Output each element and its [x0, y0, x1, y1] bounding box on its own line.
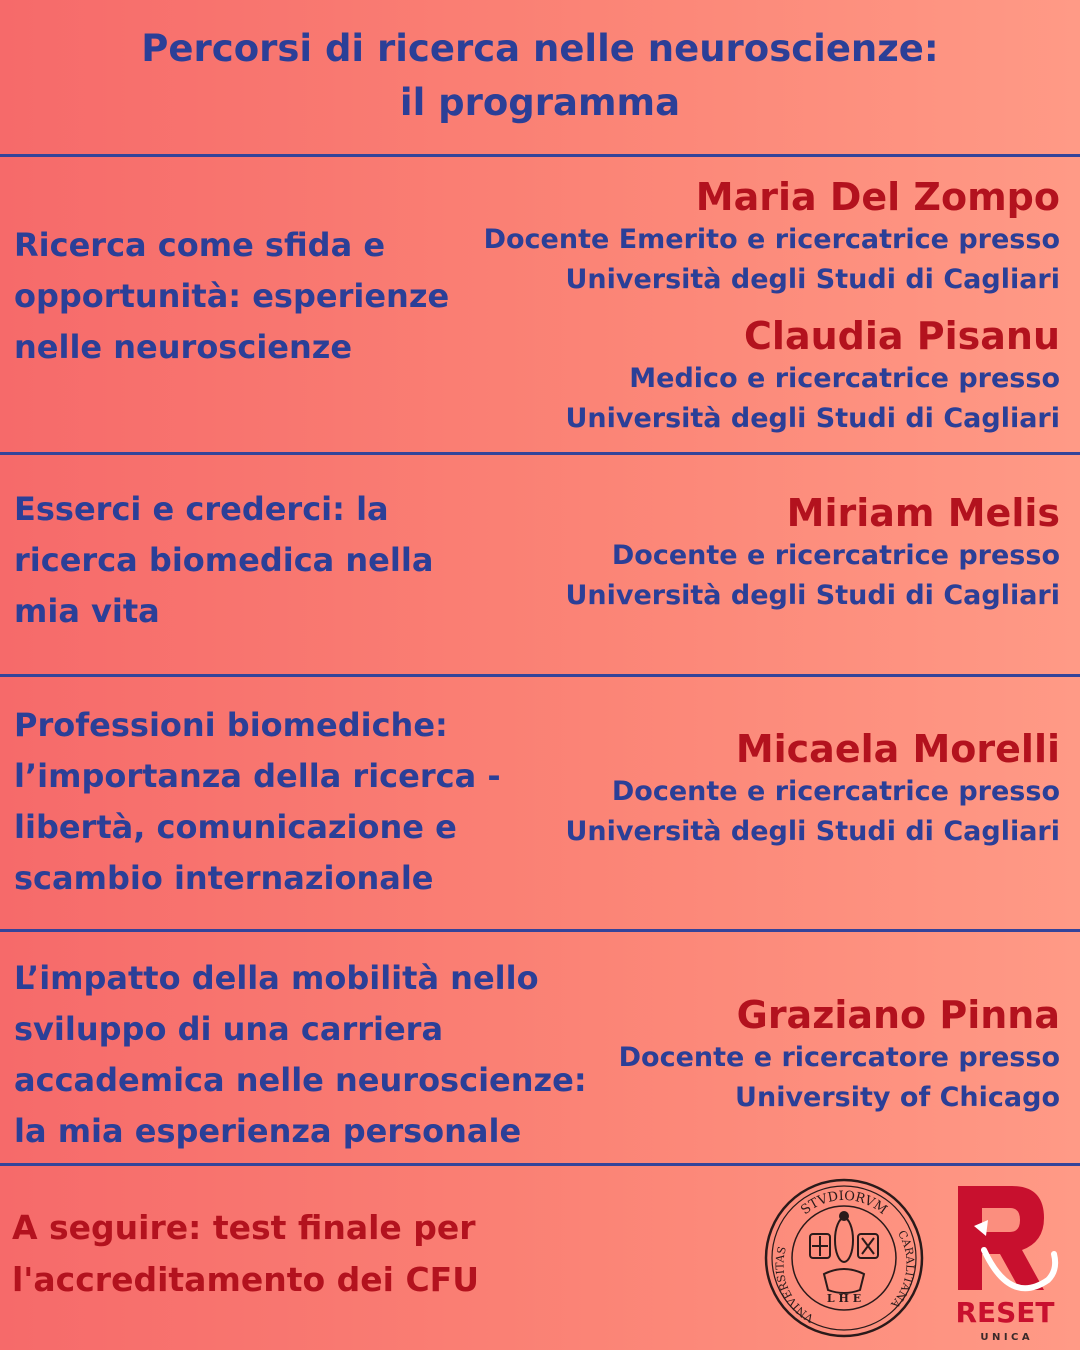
talk-line: la mia esperienza personale: [14, 1112, 522, 1150]
speaker-role: Docente e ricercatrice presso: [611, 540, 1060, 571]
talk-line: nelle neuroscienze: [14, 328, 353, 366]
speaker-claudia-pisanu: [565, 313, 1060, 439]
talk-title-4: [14, 953, 587, 1157]
reset-label: RESET: [955, 1296, 1055, 1329]
university-seal-logo: [764, 1178, 924, 1338]
speaker-maria-del-zompo: [484, 174, 1060, 300]
speaker-name: Graziano Pinna: [736, 993, 1060, 1037]
speaker-name: Claudia Pisanu: [744, 314, 1060, 358]
divider: [0, 452, 1080, 455]
divider: [0, 929, 1080, 932]
talk-line: sviluppo di una carriera: [14, 1010, 444, 1048]
divider: [0, 674, 1080, 677]
talk-line: Esserci e crederci: la: [14, 490, 389, 528]
title-line-1: Percorsi di ricerca nelle neuroscienze:: [141, 27, 939, 70]
speaker-institution: Università degli Studi di Cagliari: [565, 403, 1060, 434]
speaker-micaela-morelli: [565, 726, 1060, 852]
speaker-role: Docente Emerito e ricercatrice presso: [483, 224, 1060, 255]
divider: [0, 154, 1080, 157]
talk-title-2: [14, 484, 433, 637]
speaker-name: Miriam Melis: [786, 491, 1060, 535]
speaker-graziano-pinna: [619, 992, 1060, 1118]
talk-title-3: [14, 700, 501, 904]
speaker-name: Maria Del Zompo: [695, 175, 1060, 219]
talk-line: l’importanza della ricerca -: [14, 757, 501, 795]
footer-note: [12, 1202, 479, 1306]
talk-line: Ricerca come sfida e: [14, 226, 386, 264]
footer-line: A seguire: test finale per: [12, 1208, 476, 1247]
page-title: [0, 22, 1080, 130]
talk-line: libertà, comunicazione e: [14, 808, 457, 846]
speaker-name: Micaela Morelli: [735, 727, 1060, 771]
seal-right-text: CARALITANA: [888, 1228, 917, 1311]
title-line-2: il programma: [399, 81, 681, 124]
speaker-institution: University of Chicago: [735, 1082, 1060, 1113]
divider: [0, 1163, 1080, 1166]
svg-text:CARALITANA: [888, 1228, 917, 1311]
talk-title-1: [14, 220, 449, 373]
speaker-role: Medico e ricercatrice presso: [629, 363, 1060, 394]
talk-line: Professioni biomediche:: [14, 706, 448, 744]
speaker-miriam-melis: [565, 490, 1060, 616]
talk-line: accademica nelle neuroscienze:: [14, 1061, 587, 1099]
seal-center-letters: L H E: [826, 1292, 862, 1305]
talk-line: opportunità: esperienze: [14, 277, 450, 315]
reset-sub-label: U N I C A: [980, 1332, 1030, 1343]
talk-line: scambio internazionale: [14, 859, 434, 897]
speaker-role: Docente e ricercatrice presso: [611, 776, 1060, 807]
seal-top-text: STVDIORVM: [798, 1188, 890, 1219]
talk-line: mia vita: [14, 592, 160, 630]
speaker-institution: Università degli Studi di Cagliari: [565, 816, 1060, 847]
reset-unica-logo: [940, 1180, 1070, 1345]
speaker-role: Docente e ricercatore presso: [618, 1042, 1060, 1073]
speaker-institution: Università degli Studi di Cagliari: [565, 264, 1060, 295]
talk-line: L’impatto della mobilità nello: [14, 959, 539, 997]
seal-left-text: VNIVERSITAS: [773, 1245, 816, 1325]
footer-line: l'accreditamento dei CFU: [12, 1260, 479, 1299]
speaker-institution: Università degli Studi di Cagliari: [565, 580, 1060, 611]
talk-line: ricerca biomedica nella: [14, 541, 434, 579]
